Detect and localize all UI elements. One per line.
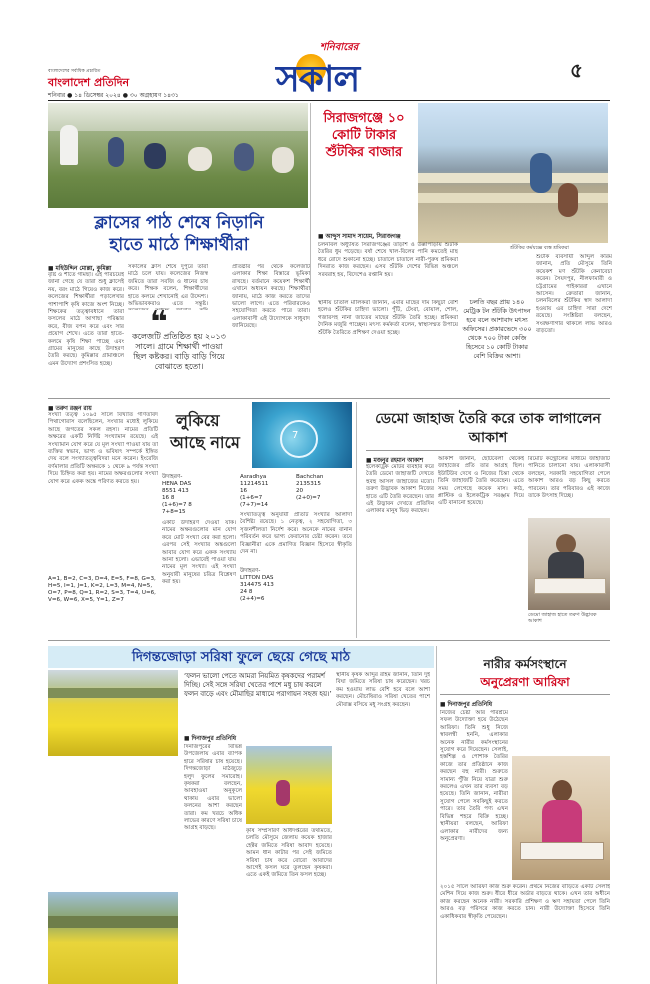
supplement-logo [268,40,408,102]
example2-line: (1+6=7 [240,495,263,501]
quote-mark-icon: ❝ [150,305,168,340]
story2-body-col2: স্থানীয় চাতাল মালিকরা জানান, এবার মাছের দাম কিছুটা বেশি হলেও শুঁটকির চাহিদা ভালো। পুঁটি, টেংরা, বোয়াল, শোল, গজারসহ নানা জাতের মাছের শুঁটকি তৈরি হচ্ছে। শ্রমিকরা দৈনিক মজুরি পাচ্ছেন। মৎস্য কর্মকর্তা বলেন, স্বাস্থ্যসম্মত উপায়ে শুঁটকি তৈরিতে প্রশিক্ষণ দেওয়া হচ্ছে। [318,300,458,336]
example-line: 7+8=15 [162,509,186,515]
example-line: (1+6)=7 8 [162,502,192,508]
section-divider-2 [48,640,610,641]
story3-body-left: সংখ্যা তত্ত্ব ১০৯৫ সালে বিখ্যাত গণিতবিদ পিথাগোরাস বলেছিলেন, সংখ্যার মধ্যেই লুকিয়ে আছে জগতের সকল রহস্য। নামের প্রতিটি অক্ষরের একটি নির্দিষ্ট সংখ্যামান রয়েছে। এই সংখ্যামান যোগ করে যে মূল সংখ্যা পাওয়া যায় তা ব্যক্তির স্বভাব, ভাগ্য ও ভবিষ্যৎ সম্পর্কে ইঙ্গিত দেয় বলে সংখ্যাতত্ত্ববিদরা মনে করেন। ইংরেজি বর্ণমালার প্রতিটি অক্ষরকে ১ থেকে ৯ পর্যন্ত সংখ্যা দিয়ে চিহ্নিত করা হয়। নামের অক্ষরগুলোর সংখ্যা যোগ করে একক অঙ্কে পরিণত করতে হয়। [48,412,158,485]
story1-headline-block [48,212,310,256]
example4-line: LITTON DAS [240,575,274,581]
example2-line: (7+7)=14 [240,502,268,508]
story5-body-col3: স্থানীয় কৃষক আব্দুর রহিম জানান, তিনি দুই বিঘা জমিতে সরিষা চাষ করেছেন। খরচ কম হওয়ায় লাভ বেশি হবে বলে আশা করছেন। মৌচাষিরাও সরিষা খেতের পাশে মৌবাক্স বসিয়ে মধু সংগ্রহ করছেন। [336,672,430,708]
story5-headline: দিগন্তজোড়া সরিষা ফুলে ছেয়ে গেছে মাঠ [131,649,351,665]
story6-headline-line1: নারীর কর্মসংস্থানে [483,657,567,671]
story2-body-col3: শুঁটকি ব্যবসায়ী আব্দুল করিম জানান, প্রতি মৌসুমে তিনি কয়েকশ মণ শুঁটকি কেনাবেচা করেন। সৈয়দপুর, নীলফামারী ও চট্টগ্রামের পাইকাররা এখানে আসেন। ক্রেতারা জানান, চলনবিলের শুঁটকির স্বাদ আলাদা হওয়ায় এর চাহিদা সারা দেশে রয়েছে। সংশ্লিষ্টরা বলছেন, সংরক্ষণাগার থাকলে লাভ আরও বাড়তো। [536,254,612,335]
story2-byline: ■ আব্দুস সামাদ সায়েম, সিরাজগঞ্জ [318,234,401,240]
example4-line: 314475 413 [240,582,274,588]
story6-body-bottom: ২০১৫ সালে আরিফা কাজ শুরু করেন। প্রথমে নিজের বাড়িতে একটি সেলাই মেশিন দিয়ে কাজ শুরু। ধীরে ধীরে অর্ডার বাড়তে থাকে। এখন তার অধীনে কাজ করছেন অনেক নারী। সরকারি প্রশিক্ষণ ও ঋণ সহায়তা পেলে তিনি আরও বড় পরিসরে কাজ করতে চান। নারী উদ্যোক্তা হিসেবে তিনি একাধিকবার স্বীকৃতি পেয়েছেন। [440,884,610,920]
paper-name: বাংলাদেশ প্রতিদিন [48,76,130,89]
example-line: উদাহরণ- [162,474,183,480]
story6-body: নিজের চেষ্টা আর পরিশ্রমে সফল উদ্যোক্তা হয়ে উঠেছেন আরিফা। তিনি শুধু নিজে স্বাবলম্বী হননি, এলাকার অনেক নারীর কর্মসংস্থানের সুযোগ করে দিয়েছেন। সেলাই, হস্তশিল্প ও পোশাক তৈরির কাজে তার প্রতিষ্ঠানে কাজ করছেন বহু নারী। শুরুতে সামান্য পুঁজি নিয়ে যাত্রা শুরু করলেও এখন তার ব্যবসা বড় হয়েছে। তিনি জানান, নারীরা সুযোগ পেলে সবকিছুই করতে পারে। তার তৈরি পণ্য এখন বিভিন্ন শহরে বিক্রি হচ্ছে। স্থানীয়রা বলছেন, আরিফা এলাকার নারীদের জন্য অনুপ্রেরণা। [440,710,508,842]
story3-body-right: সংখ্যাতত্ত্ব অনুযায়ী প্রতিটি সংখ্যার আলাদা বৈশিষ্ট্য রয়েছে। ১ নেতৃত্ব, ২ সহযোগিতা, ৩ সৃজনশীলতা নির্দেশ করে। অনেকে নামের বানান পরিবর্তন করে ভাগ্য ফেরানোর চেষ্টা করেন। তবে বিজ্ঞানীরা একে প্রমাণিত বিজ্ঞান হিসেবে স্বীকৃতি দেন না। [240,512,352,556]
page-number: ৫ [570,58,583,82]
story1-headline-line1: ক্লাসের পাঠ শেষে নিড়ানি [94,213,264,233]
story4-headline-rule [366,450,610,451]
story3-label: ■ তরুণ রঞ্জন রায় [48,406,92,412]
example4-block [240,568,320,603]
example2-line: 16 [240,488,248,494]
story5-quote: ‘ফলন ভালো পেতে আমরা নিয়মিত কৃষকদের পরামর্শ দিচ্ছি। সেই সঙ্গে সরিষা খেতের পাশে মধু চাষ করলে ফলন বাড়ে এবং মৌমাছির মাধ্যমে পরাগায়ন সহজ হয়।’ [184,672,332,698]
story3-headline-line1: লুকিয়ে [176,411,220,430]
masthead-tagline: বাংলাদেশের সর্বাধিক প্রচারিত [48,69,101,74]
example-block [162,474,232,516]
story5-headline-bar [48,646,434,668]
example-line: HENA DAS [162,481,192,487]
column-divider [356,402,357,638]
story1-byline: ■ মহিউদ্দিন মোল্লা, কুমিল্লা [48,266,112,272]
story5-body-col2: কৃষি সম্প্রসারণ অধিদপ্তরের তথ্যমতে, চলতি মৌসুমে জেলায় কয়েক হাজার হেক্টর জমিতে সরিষা আবাদ হয়েছে। আমন ধান কাটার পর সেই জমিতে সরিষা চাষ করে বোরো আবাদের আগেই ফসল ঘরে তুলছেন কৃষকরা। এতে একই জমিতে তিন ফসল হচ্ছে। [246,828,332,879]
example3-line: 20 [296,488,304,494]
story5-body-col1: দিনাজপুরের বিভিন্ন উপজেলায় এবার ব্যাপক হারে সরিষার চাষ হয়েছে। দিগন্তজোড়া মাঠজুড়ে হলুদ ফুলের সমারোহ। কৃষকরা বলছেন, আবহাওয়া অনুকূলে থাকায় এবার ভালো ফলনের আশা করছেন তারা। কম খরচে অধিক লাভের কারণে সরিষা চাষে আগ্রহ বাড়ছে। [184,744,242,832]
example4-line: 24 8 [240,589,253,595]
students-field-photo [48,103,308,208]
example-line: 16 8 [162,495,175,501]
dried-fish-photo [418,103,608,243]
example2-line: 11214511 [240,481,269,487]
masthead [0,0,650,100]
story2-headline: সিরাজগঞ্জে ১০ কোটি টাকার শুঁটকির বাজার [323,111,405,160]
story1-headline-line2: হাতে মাঠে শিক্ষার্থীরা [109,235,249,255]
date-line: শনিবার ● ১৪ ডিসেম্বর ২০২৪ ● ৩০ অগ্রহায়ণ ১৪৩১ [48,92,179,99]
alphabet-table: A=1, B=2, C=3, D=4, E=5, F=8, G=3, H=5, I=1, J=1, K=2, L=3, M=4, N=5, O=7, P=8, Q=1, R=2, S=3, T=4, U=6, V=6, W=6, X=5, Y=1, Z=7 [48,576,156,603]
story1-quote: কলেজটি প্রতিষ্ঠিত হয় ২০১৩ সালে। গ্রামে শিক্ষার্থী পাওয়া ছিল কষ্টকর। বাড়ি বাড়ি গিয়ে বোঝাতে হতো। [132,332,226,371]
story2-photo-caption: শুঁটকির কর্মযজ্ঞে ব্যস্ত শ্রমিকরা [510,245,569,251]
story2-body-col1: চলনবিল অধ্যুষিত সিরাজগঞ্জের তাড়াশ ও উল্লাপাড়ায় শুঁটকি তৈরির ধুম পড়েছে। বর্ষা শেষে খাল-বিলের পানি কমতেই মাছ ধরে রোদে শুকানো হচ্ছে। চাতালে চাতালে নারী-পুরুষ শ্রমিকরা দিনরাত কাজ করছেন। এসব শুঁটকি দেশের বিভিন্ন অঞ্চলে সরবরাহ হয়, বিদেশেও রপ্তানি হয়। [318,242,458,278]
story6-headline-rule [440,694,610,695]
supplement-top-label: শনিবারের [320,42,359,53]
example4-line: উদাহরণ- [240,568,261,574]
example2-line: Asradhya [240,474,267,480]
story1-body-col3: প্রতিষ্ঠার পর থেকে কলেজটি এলাকার শিক্ষা বিস্তারে ভূমিকা রাখছে। বর্তমানে কয়েকশ শিক্ষার্থী এখানে অধ্যয়ন করছে। শিক্ষার্থীরা জানায়, মাঠে কাজ করতে তাদের ভালো লাগে। এতে পরিবারকেও সহযোগিতা করতে পারে তারা। এলাকাবাসী এই উদ্যোগকে সাধুবাদ জানিয়েছে। [232,264,310,330]
story4-body-col2: আকাশ জানান, ছোটবেলা থেকেই জাহাজের প্রতি তার আগ্রহ ছিল। ইউটিউব দেখে ও নিজের চিন্তা থেকে তিনি জাহাজটি তৈরি করেছেন। এতে সময় লেগেছে কয়েক মাস। কাঠ, প্লাস্টিক ও ইলেকট্রিক সরঞ্জাম দিয়ে এটি বানানো হয়েছে। [438,456,524,507]
story4-body-col3: রিমোট কন্ট্রোলের মাধ্যমে জাহাজটি পানিতে চালানো যায়। এলাকাবাসী বলছেন, সরকারি সহযোগিতা পেলে আকাশ আরও বড় কিছু করতে পারবেন। তার পরিবারও এই কাজে তাকে উৎসাহ দিচ্ছে। [528,456,610,500]
mustard-photo-bottom [48,892,178,984]
masthead-divider [48,100,610,101]
story6-headline-line2: অনুপ্রেরণা আরিফা [480,675,570,689]
story2-highlight: চলতি বছর প্রায় ১৪০ মেট্রিক টন শুঁটকি উৎপাদন হবে বলে আশাবাদ মৎস্য অফিসের। প্রকারভেদে ৩০০ থেকে ৭০০ টাকা কেজি হিসেবে ১০ কোটি টাকার বেশি বিক্রির আশা। [462,298,532,360]
story4-body-col1: ইলেকট্রিক মোটর ব্যবহার করে তৈরি ডেমো জাহাজটি দেখতে হুবহু আসল জাহাজের মতো। তরুণ উদ্ভাবক আকাশ নিজের হাতে এটি তৈরি করেছেন। তার এই উদ্ভাবন দেখতে প্রতিদিন এলাকার মানুষ ভিড় করছেন। [366,464,434,515]
example3-line: Bachchan [296,474,324,480]
example3-block [296,474,352,502]
example-line: 8551 413 [162,488,189,494]
story3-body-mid: একটি উদাহরণ দেওয়া যাক। নামের অক্ষরগুলোর মান যোগ করে মোট সংখ্যা বের করা হলো। এরপর সেই সংখ্যার অঙ্কগুলো আবার যোগ করে একক সংখ্যায় আনা হলো। এভাবেই পাওয়া যায় নামের মূল সংখ্যা। এই সংখ্যা অনুযায়ী মানুষের চরিত্র বিশ্লেষণ করা হয়। [162,520,236,586]
column-divider [310,103,311,293]
story3-headline-line2: আছে নামে [170,433,240,452]
story1-body-col1: বৃষ্টি ও শীতে গামছা। এই পরিচয়েই জানা গেছে যে তারা শুধু ক্লাসেই নয়, বরং মাঠে গিয়েও কাজ করে। কলেজের শিক্ষার্থীরা পড়ালেখার পাশাপাশি কৃষি কাজে অংশ নিচ্ছে। শিক্ষকের তত্ত্বাবধানে তারা ফসলের মাঠে আগাছা পরিষ্কার করে, বীজ বপন করে এবং সার প্রয়োগ শেখে। এতে তারা হাতে-কলমে কৃষি শিক্ষা পাচ্ছে এবং গ্রামের মানুষের কাছে উদাহরণ তৈরি করছে। কুমিল্লার গ্রামাঞ্চলে এমন উদ্যোগ প্রশংসিত হচ্ছে। [48,272,124,367]
story5-byline: ■ দিনাজপুর প্রতিনিধি [184,736,237,742]
example4-line: (2+4)=6 [240,596,265,602]
story4-photo-caption: ডেমো জাহাজ হাতে তরুণ উদ্ভাবক আকাশ [528,612,597,624]
supplement-title: সকাল [276,58,360,100]
example3-line: 2135315 [296,481,321,487]
column-divider [436,646,437,984]
demo-ship-photo [528,518,610,610]
arifa-photo [512,756,610,880]
example2-block [240,474,292,509]
story6-byline: ■ দিনাজপুর প্রতিনিধি [440,702,493,708]
story4-headline: ডেমো জাহাজ তৈরি করে তাক লাগালেন আকাশ [375,411,601,446]
example3-line: (2+0)=7 [296,495,321,501]
numerology-photo: 7 [252,402,352,468]
mustard-photo-top [48,670,178,756]
story4-byline: ■ মজনুর রহমান আকাশ [366,458,424,464]
story1-body-col2: সকালের ক্লাস শেষে দুপুরে তারা মাঠে চলে যায়। কলেজের নিজস্ব জমিতে তারা সবজি ও ধানের চাষ করে। শিক্ষক বলেন, শিক্ষার্থীদের হাতে কলমে শেখানোই এর উদ্দেশ্য। অভিভাবকরাও এতে সন্তুষ্ট। [128,264,208,308]
section-divider-1 [48,398,610,399]
mustard-photo-center [246,746,332,824]
